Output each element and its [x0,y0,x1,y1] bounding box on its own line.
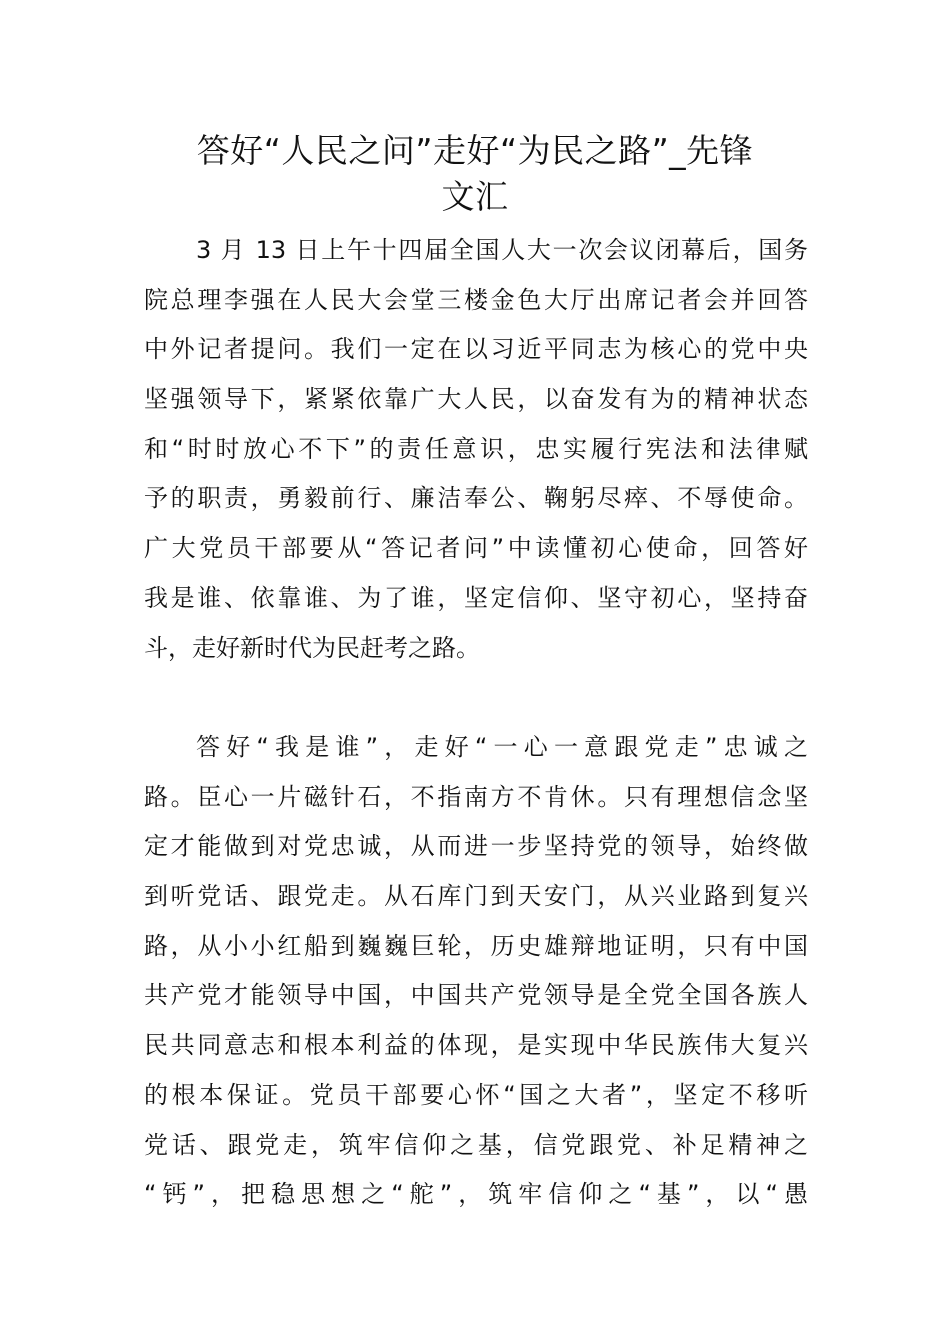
text-line: 院总理李强在人民大会堂三楼金色大厅出席记者会并回答 [144,285,808,314]
text-line: 路，从小小红船到巍巍巨轮，历史雄辩地证明，只有中国 [144,931,808,960]
text-line: 3 月 13 日上午十四届全国人大一次会议闭幕后，国务 [196,236,808,264]
text-line: 中外记者提问。我们一定在以习近平同志为核心的党中央 [144,335,808,364]
paragraph-1 [144,226,808,673]
text-line: 予的职责，勇毅前行、廉洁奉公、鞠躬尽瘁、不辱使命。 [144,484,808,513]
text-line: 广大党员干部要从“答记者问”中读懂初心使命，回答好 [144,534,808,563]
text-line: 路。臣心一片磁针石，不指南方不肯休。只有理想信念坚 [144,782,808,811]
text-line: “钙”，把稳思想之“舵”，筑牢信仰之“基”，以“愚 [144,1180,808,1209]
paragraph-2 [144,723,808,1220]
document-title [140,128,810,220]
text-line: 民共同意志和根本利益的体现，是实现中华民族伟大复兴 [144,1031,808,1060]
text-line: 到听党话、跟党走。从石库门到天安门，从兴业路到复兴 [144,882,808,911]
title-line: 文汇 [441,177,509,216]
text-line: 的根本保证。党员干部要心怀“国之大者”，坚定不移听 [144,1080,808,1109]
text-line: 斗，走好新时代为民赶考之路。 [144,633,480,662]
text-line: 共产党才能领导中国，中国共产党领导是全党全国各族人 [144,981,808,1010]
text-line: 和“时时放心不下”的责任意识，忠实履行宪法和法律赋 [144,434,808,463]
text-line: 我是谁、依靠谁、为了谁，坚定信仰、坚守初心，坚持奋 [144,583,808,612]
text-line: 定才能做到对党忠诚，从而进一步坚持党的领导，始终做 [144,832,808,861]
text-line: 答好“我是谁”，走好“一心一意跟党走”忠诚之 [196,733,808,761]
title-line: 答好“人民之问”走好“为民之路”_先锋 [196,131,754,170]
text-line: 党话、跟党走，筑牢信仰之基，信党跟党、补足精神之 [144,1130,808,1159]
text-line: 坚强领导下，紧紧依靠广大人民，以奋发有为的精神状态 [144,385,808,414]
